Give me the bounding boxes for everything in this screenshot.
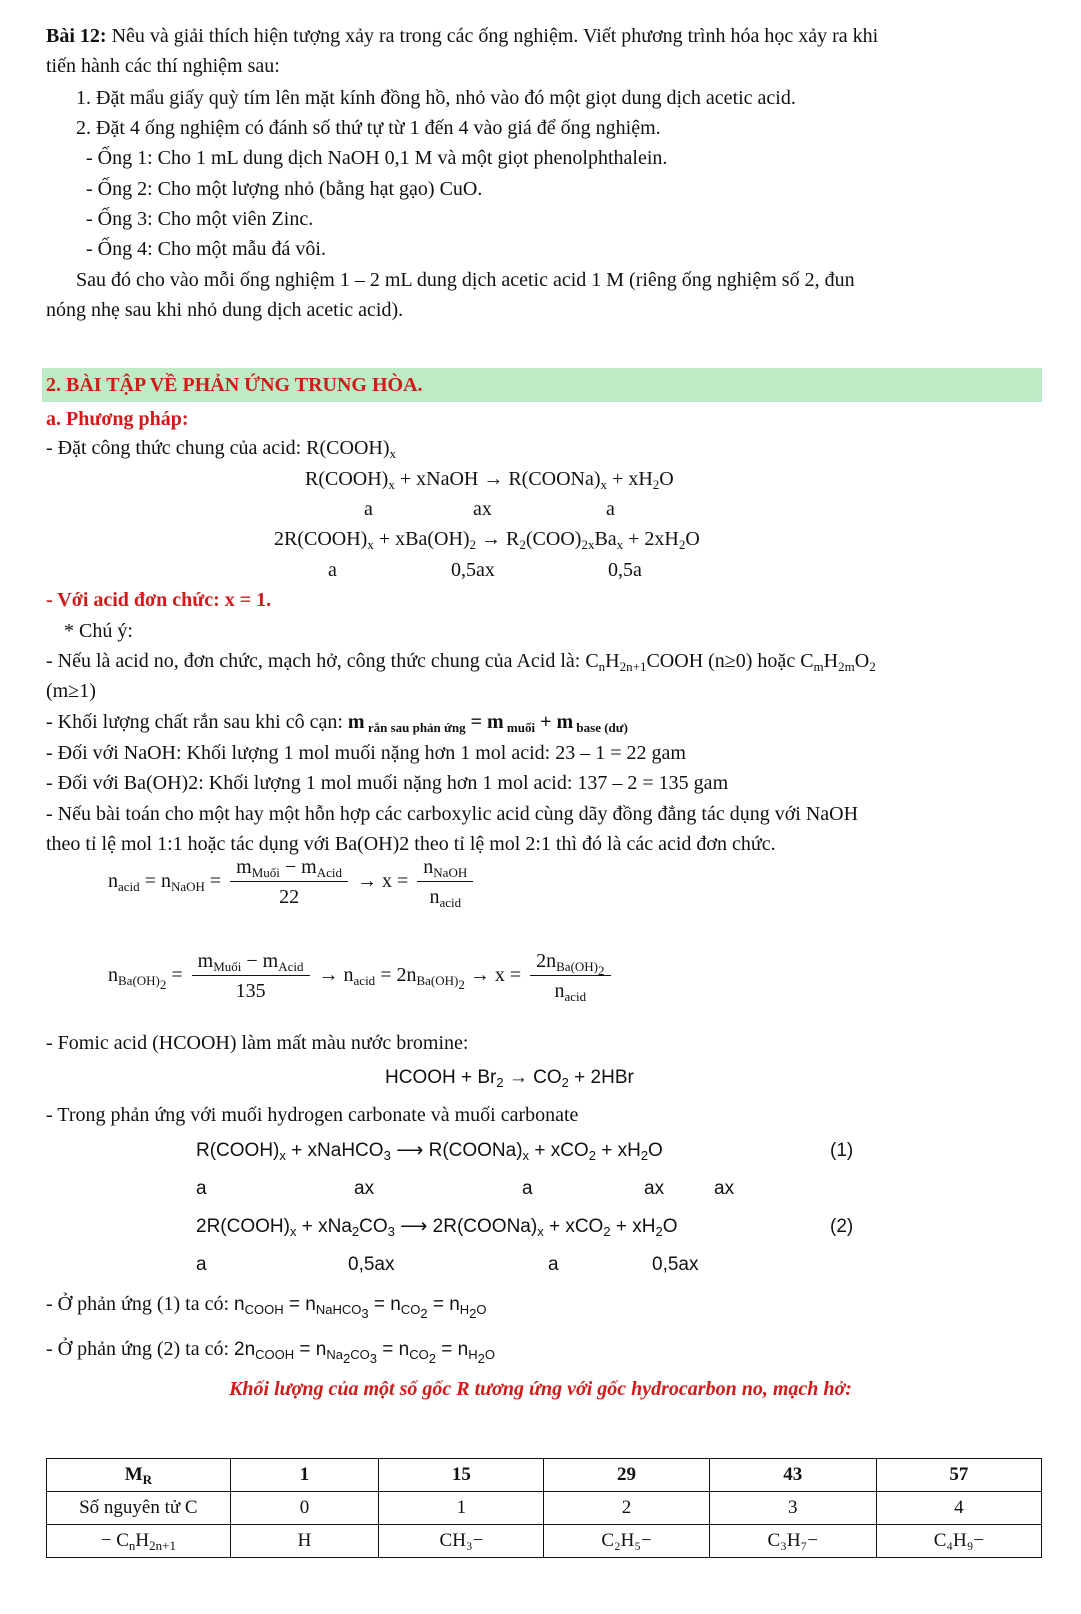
problem-line-1: Bài 12: Nêu và giải thích hiện tượng xảy ra trong các ống nghiệm. Viết phương trình hóa học xảy ra khi xyxy=(46,25,879,47)
baoh-note: - Đối với Ba(OH)2: Khối lượng 1 mol muối nặng hơn 1 mol acid: 137 – 2 = 135 gam xyxy=(46,772,729,794)
r1-coef-5: ax xyxy=(714,1178,735,1199)
tube-4: - Ống 4: Cho một mẫu đá vôi. xyxy=(86,238,326,260)
mono-acid-note: - Với acid đơn chức: x = 1. xyxy=(46,589,272,611)
table-row xyxy=(47,1492,1042,1525)
after-line-1: Sau đó cho vào mỗi ống nghiệm 1 – 2 mL dung dịch acetic acid 1 M (riêng ống nghiệm số 2, đun xyxy=(76,269,855,291)
r1-coef-3: a xyxy=(522,1178,533,1199)
eq2-coef-05a: 0,5a xyxy=(608,559,642,581)
table-cell: 29 xyxy=(544,1459,709,1492)
r1-coef-4: ax xyxy=(644,1178,665,1199)
r2-coef-3: a xyxy=(548,1254,559,1275)
table-cell: 43 xyxy=(709,1459,876,1492)
table-cell: 1 xyxy=(230,1459,379,1492)
series-note-2: theo tỉ lệ mol 1:1 hoặc tác dụng với Ba(OH)2 theo tỉ lệ mol 2:1 thì đó là các acid đơn chức. xyxy=(46,833,776,855)
equation-baoh: $2R(COOH)_x + xBa(OH)_2 \to R_2(COO)_{2x}Ba_x + 2xH_2O$ xyxy=(274,528,700,552)
table-cell: $M_R$ xyxy=(47,1459,231,1492)
table-cell: 15 xyxy=(379,1459,544,1492)
carbonate-note: - Trong phản ứng với muối hydrogen carbonate và muối carbonate xyxy=(46,1104,579,1126)
problem-line-2: tiến hành các thí nghiệm sau: xyxy=(46,55,280,77)
general-formula: - Đặt công thức chung của acid: $R(COOH)_x$ xyxy=(46,437,397,461)
eq1-coef-a: a xyxy=(364,498,373,520)
table-cell: CH₃− xyxy=(379,1525,544,1558)
reaction-1-label: (1) xyxy=(830,1140,854,1161)
tube-1: - Ống 1: Cho 1 mL dung dịch NaOH 0,1 M và một giọt phenolphthalein. xyxy=(86,147,668,169)
section-heading: 2. BÀI TẬP VỀ PHẢN ỨNG TRUNG HÒA. xyxy=(46,374,423,396)
table-cell: Số nguyên tử C xyxy=(47,1492,231,1525)
reaction-2: $2R(COOH)_x + xNa_2CO_3$ ⟶ $2R(COONa)_x + xCO_2 + xH_2O$ xyxy=(196,1216,678,1239)
table-cell: 2 xyxy=(544,1492,709,1525)
r2-coef-1: a xyxy=(196,1254,207,1275)
r1-coef-2: ax xyxy=(354,1178,375,1199)
table-row xyxy=(47,1459,1042,1492)
series-note-1: - Nếu bài toán cho một hay một hỗn hợp các carboxylic acid cùng dãy đồng đẳng tác dụng với NaOH xyxy=(46,803,859,825)
eq1-coef-ax: ax xyxy=(473,498,492,520)
table-cell: 4 xyxy=(876,1492,1041,1525)
formic-equation: HCOOH + $Br_2 \to CO_2 + 2HBr$ xyxy=(385,1067,634,1090)
saturated-note-cont: (m≥1) xyxy=(46,680,96,702)
saturated-note: - Nếu là acid no, đơn chức, mạch hở, công thức chung của Acid là: $C_nH_{2n+1}COOH$ (n≥0) hoặc $C_mH_{2m}O_2$ xyxy=(46,650,876,674)
reaction-2-conclusion: - Ở phản ứng (2) ta có: $2n_{COOH} = n_{Na_2CO_3} = n_{CO_2} = n_{H_2O}$ xyxy=(46,1338,495,1366)
table-cell: 0 xyxy=(230,1492,379,1525)
naoh-note: - Đối với NaOH: Khối lượng 1 mol muối nặng hơn 1 mol acid: 23 – 1 = 22 gam xyxy=(46,742,686,764)
table-cell: C₃H₇− xyxy=(709,1525,876,1558)
step-1: 1. Đặt mẩu giấy quỳ tím lên mặt kính đồng hồ, nhỏ vào đó một giọt dung dịch acetic acid. xyxy=(76,87,796,109)
solid-mass-note: - Khối lượng chất rắn sau khi cô cạn: m $_{rắn sau phản ứng}$ = m $_{muối}$ + m $_{base (dư)}$ xyxy=(46,711,628,735)
table-cell: C₂H₅− xyxy=(544,1525,709,1558)
table-row xyxy=(47,1525,1042,1558)
equation-naoh: $R(COOH)_x$ + xNaOH → $R(COONa)_x + xH_2O$ xyxy=(305,468,674,492)
table-cell: 57 xyxy=(876,1459,1041,1492)
table-caption: Khối lượng của một số gốc R tương ứng với gốc hydrocarbon no, mạch hở: xyxy=(229,1378,852,1400)
table-cell: H xyxy=(230,1525,379,1558)
reaction-2-label: (2) xyxy=(830,1216,854,1237)
step-2: 2. Đặt 4 ống nghiệm có đánh số thứ tự từ 1 đến 4 vào giá để ống nghiệm. xyxy=(76,117,661,139)
method-heading: a. Phương pháp: xyxy=(46,408,189,430)
r1-coef-1: a xyxy=(196,1178,207,1199)
r2-coef-4: 0,5ax xyxy=(652,1254,699,1275)
table-cell: 3 xyxy=(709,1492,876,1525)
formula-baoh: $n_{Ba(OH)_2}$ = $\frac{m_{Muối} - m_{Acid}}{135}$ → $n_{acid} = 2n_{Ba(OH)_2} \to x$ = $\frac{2n_{Ba(OH)_2}}{n_{acid}}$ xyxy=(108,950,615,1003)
eq1-coef-a2: a xyxy=(606,498,615,520)
formic-note: - Fomic acid (HCOOH) làm mất màu nước bromine: xyxy=(46,1032,469,1054)
r2-coef-2: 0,5ax xyxy=(348,1254,395,1275)
note-label: * Chú ý: xyxy=(64,620,133,642)
eq2-coef-a: a xyxy=(328,559,337,581)
table-cell: 1 xyxy=(379,1492,544,1525)
after-line-2: nóng nhẹ sau khi nhỏ dung dịch acetic acid). xyxy=(46,299,404,321)
table-cell: C₄H₉− xyxy=(876,1525,1041,1558)
reaction-1-conclusion: - Ở phản ứng (1) ta có: $n_{COOH} = n_{NaHCO_3} = n_{CO_2} = n_{H_2O}$ xyxy=(46,1293,487,1321)
formula-naoh: $n_{acid} = n_{NaOH}$ = $\frac{m_{Muối} - m_{Acid}}{22}$ → x = $\frac{n_{NaOH}}{n_{acid}}$ xyxy=(108,856,477,909)
tube-3: - Ống 3: Cho một viên Zinc. xyxy=(86,208,314,230)
reaction-1: $R(COOH)_x$ + xNaHCO$_3$ ⟶ $R(COONa)_x + xCO_2 + xH_2O$ xyxy=(196,1140,663,1163)
problem-label: Bài 12: xyxy=(46,25,107,47)
eq2-coef-05ax: 0,5ax xyxy=(451,559,495,581)
table-cell: − $C_nH_{2n+1}$ xyxy=(47,1525,231,1558)
r-group-table xyxy=(46,1458,1042,1558)
tube-2: - Ống 2: Cho một lượng nhỏ (bằng hạt gạo) CuO. xyxy=(86,178,483,200)
